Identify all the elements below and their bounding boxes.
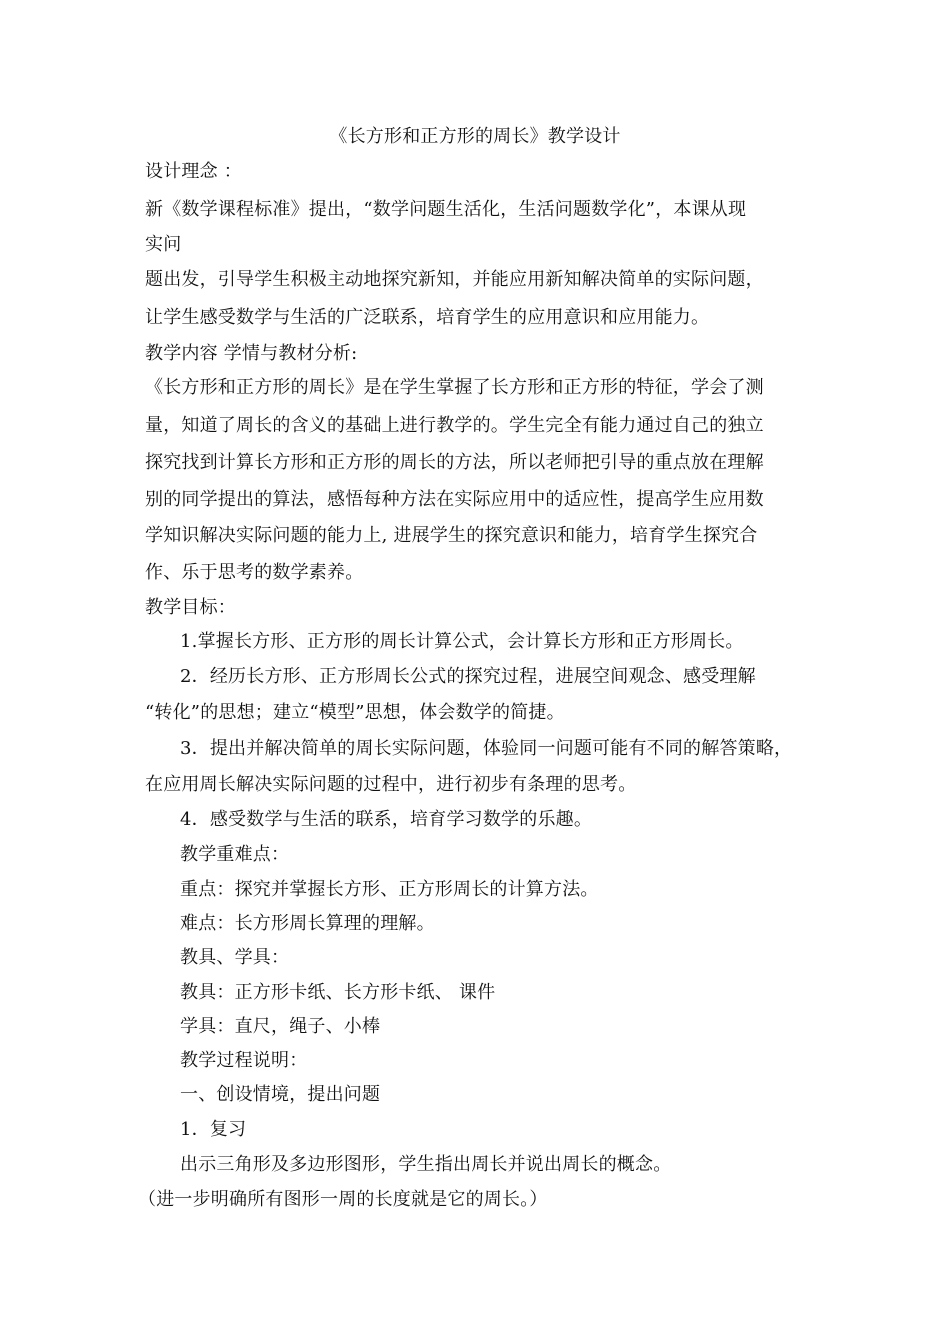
goal-item-3: 3．提出并解决简单的周长实际问题，体验同一问题可能有不同的解答策略， <box>180 738 793 759</box>
heading-teaching-goals: 教学目标： <box>145 597 236 618</box>
goal-item-2: 2．经历长方形、正方形周长公式的探究过程，进展空间观念、感受理解 <box>180 666 756 687</box>
subsection-heading: 1．复习 <box>180 1119 247 1140</box>
heading-content-analysis: 教学内容 学情与教材分析: <box>145 343 358 364</box>
paragraph-line: 作、乐于思考的数学素养。 <box>145 562 364 583</box>
section-heading: 一、创设情境，提出问题 <box>180 1084 381 1105</box>
goal-item-4: 4．感受数学与生活的联系，培育学习数学的乐趣。 <box>180 809 593 830</box>
key-point: 重点：探究并掌握长方形、正方形周长的计算方法。 <box>180 879 599 900</box>
student-aids: 学具：直尺，绳子、小棒 <box>180 1016 381 1037</box>
paragraph-line: 在应用周长解决实际问题的过程中，进行初步有条理的思考。 <box>145 774 637 795</box>
paragraph-line: 量，知道了周长的含义的基础上进行教学的。学生完全有能力通过自己的独立 <box>145 415 764 436</box>
paragraph-line: 题出发，引导学生积极主动地探究新知，并能应用新知解决简单的实际问题， <box>145 269 764 290</box>
paragraph-line: 别的同学提出的算法，感悟每种方法在实际应用中的适应性，提高学生应用数 <box>145 489 764 510</box>
paragraph-line: 让学生感受数学与生活的广泛联系，培育学生的应用意识和应用能力。 <box>145 307 710 328</box>
paragraph-line: 出示三角形及多边形图形，学生指出周长并说出周长的概念。 <box>180 1154 672 1175</box>
paragraph-line: 探究找到计算长方形和正方形的周长的方法，所以老师把引导的重点放在理解 <box>145 452 764 473</box>
paragraph-line: 《长方形和正方形的周长》是在学生掌握了长方形和正方形的特征，学会了测 <box>145 377 764 398</box>
paragraph-line: 实问 <box>145 234 182 255</box>
heading-design-concept: 设计理念 ： <box>145 161 242 182</box>
heading-key-points: 教学重难点： <box>180 844 290 865</box>
paragraph-line: “转化”的思想；建立“模型”思想，体会数学的简捷。 <box>145 702 565 723</box>
difficult-point: 难点：长方形周长算理的理解。 <box>180 913 435 934</box>
teacher-aids: 教具：正方形卡纸、长方形卡纸、 课件 <box>180 982 496 1003</box>
paragraph-line: 学知识解决实际问题的能力上, 进展学生的探究意识和能力，培育学生探究合 <box>145 525 758 546</box>
heading-teaching-process: 教学过程说明： <box>180 1050 308 1071</box>
document-title: 《长方形和正方形的周长》教学设计 <box>329 126 621 147</box>
paragraph-line: （进一步明确所有图形一周的长度就是它的周长。） <box>138 1189 548 1210</box>
paragraph-line: 新《数学课程标准》提出，“数学问题生活化，生活问题数学化”，本课从现 <box>145 199 747 220</box>
goal-item-1: 1.掌握长方形、正方形的周长计算公式，会计算长方形和正方形周长。 <box>180 631 744 652</box>
heading-teaching-aids: 教具、学具： <box>180 947 290 968</box>
